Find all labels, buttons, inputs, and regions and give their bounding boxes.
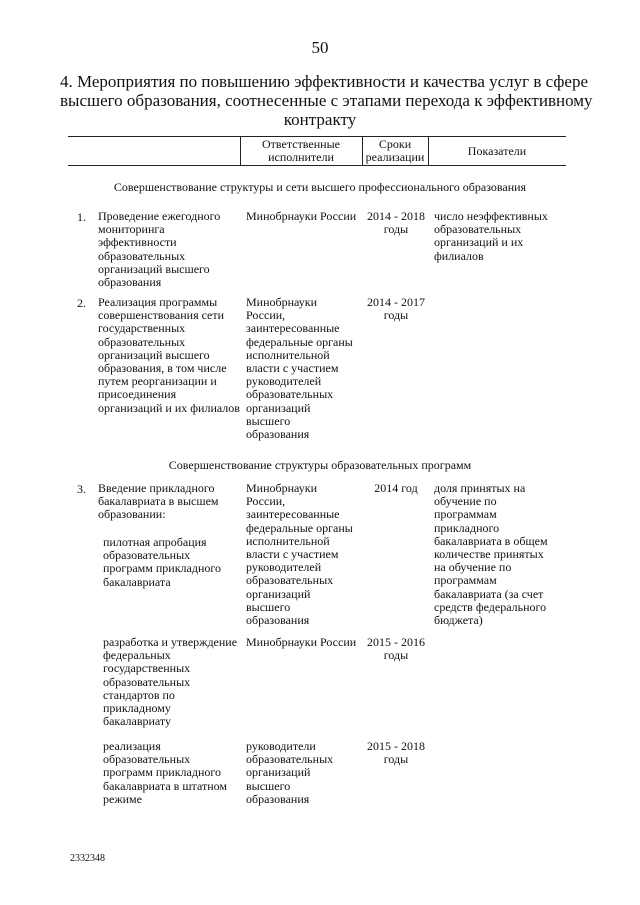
cell-line: Минобрнауки России [246, 635, 357, 649]
cell-line: образовательных [98, 248, 186, 263]
cell-line: высшего [246, 778, 291, 793]
cell-line: образовательных [434, 222, 522, 237]
col-divider [428, 136, 429, 165]
cell-line: федеральных [103, 648, 171, 663]
cell-line: образования [98, 275, 162, 290]
cell-line: программ прикладного [103, 561, 221, 576]
row-terms [358, 296, 434, 322]
cell-line: России, [246, 308, 286, 323]
section-title [60, 72, 593, 129]
cell-line: бюджета) [434, 613, 483, 628]
cell-line: годы [383, 752, 409, 767]
cell-line: 2014 - 2018 [367, 209, 425, 223]
row-number: 1. [77, 210, 86, 224]
title-line: высшего образования, соотнесенные с этапами перехода к эффективному [60, 91, 593, 110]
header-text: исполнители [268, 150, 334, 164]
cell-line: руководителей [246, 374, 322, 389]
cell-line: исполнительной [246, 533, 330, 548]
cell-line: заинтересованные [246, 507, 340, 522]
row-responsible [246, 740, 333, 806]
cell-line: образовании: [98, 507, 166, 522]
row-event-subitem [103, 740, 227, 806]
cell-line: организаций высшего [98, 261, 210, 276]
cell-line: бакалавриата (за счет [434, 586, 544, 601]
cell-line: образовательных [246, 752, 334, 767]
cell-line: число неэффективных [434, 209, 548, 223]
cell-line: эффективности [98, 235, 177, 250]
section-heading: Совершенствование структуры образовательных программ [168, 458, 472, 472]
row-event-subitem [103, 636, 237, 728]
row-number: 3. [77, 482, 86, 496]
row-number: 2. [77, 296, 86, 310]
cell-line: образовательных [98, 334, 186, 349]
header-responsible [242, 138, 360, 164]
header-terms [364, 138, 426, 164]
cell-line: организаций [246, 765, 311, 780]
cell-line: образования, в том числе [98, 361, 227, 376]
cell-line: заинтересованные [246, 321, 340, 336]
col-divider [240, 136, 241, 165]
cell-line: разработка и утверждение [103, 635, 238, 649]
cell-line: бакалавриата в высшем [98, 494, 219, 509]
cell-line: образовательных [103, 548, 191, 563]
cell-line: режиме [103, 791, 142, 806]
cell-line: 2014 год [374, 481, 418, 495]
title-line: контракту [283, 110, 357, 129]
row-responsible [246, 482, 353, 627]
cell-line: организаций [246, 400, 311, 415]
row-indicators [434, 210, 548, 263]
cell-line: образовательных [103, 752, 191, 767]
cell-line: путем реорганизации и [98, 374, 217, 389]
cell-line: Минобрнауки [246, 481, 318, 495]
row-responsible [246, 636, 356, 649]
row-event-subitem [103, 536, 221, 589]
row-indicators [434, 482, 548, 627]
cell-line: высшего [246, 599, 291, 614]
cell-line: бакалавриата в общем [434, 533, 548, 548]
cell-line: реализация [103, 739, 161, 753]
cell-line: Минобрнауки [246, 295, 318, 309]
cell-line: организаций [246, 586, 311, 601]
header-text: Сроки [378, 137, 412, 151]
cell-line: организаций и их [434, 235, 524, 250]
cell-line: прикладного [434, 520, 500, 535]
cell-line: присоединения [98, 387, 177, 402]
cell-line: программам [434, 573, 497, 588]
row-event [98, 482, 219, 522]
cell-line: средств федерального [434, 599, 547, 614]
row-terms [358, 636, 434, 662]
cell-line: филиалов [434, 248, 484, 263]
cell-line: стандартов по [103, 687, 175, 702]
cell-line: Реализация программы [98, 295, 218, 309]
cell-line: руководителей [246, 560, 322, 575]
header-indicators: Показатели [467, 144, 527, 158]
cell-line: власти с участием [246, 547, 339, 562]
cell-line: количестве принятых [434, 547, 544, 562]
cell-line: образования [246, 613, 310, 628]
page-number: 50 [311, 38, 329, 57]
cell-line: образования [246, 791, 310, 806]
cell-line: годы [383, 222, 409, 237]
cell-line: Минобрнауки России [246, 209, 357, 223]
row-responsible [246, 210, 356, 223]
cell-line: программам [434, 507, 497, 522]
row-responsible [246, 296, 353, 441]
header-text: Ответственные [262, 137, 340, 151]
cell-line: государственных [103, 661, 191, 676]
cell-line: власти с участием [246, 361, 339, 376]
cell-line: прикладному [103, 701, 171, 716]
cell-line: Проведение ежегодного [98, 209, 221, 223]
cell-line: организаций и их филиалов [98, 400, 240, 415]
cell-line: мониторинга [98, 222, 165, 237]
cell-line: образовательных [246, 573, 334, 588]
cell-line: годы [383, 648, 409, 663]
cell-line: федеральные органы [246, 520, 353, 535]
cell-line: обучение по [434, 494, 497, 509]
row-event [98, 296, 240, 415]
row-terms [358, 210, 434, 236]
cell-line: федеральные органы [246, 334, 353, 349]
row-terms [358, 482, 434, 495]
cell-line: бакалавриата [103, 574, 171, 589]
table-header-rule [68, 165, 566, 166]
header-text: реализации [365, 150, 425, 164]
cell-line: совершенствования сети [98, 308, 225, 323]
cell-line: доля принятых на [434, 481, 526, 495]
row-event [98, 210, 220, 289]
col-divider [362, 136, 363, 165]
title-line: 4. Мероприятия по повышению эффективности и качества услуг в сфере [60, 72, 589, 91]
cell-line: 2015 - 2018 [367, 739, 425, 753]
cell-line: бакалавриату [103, 714, 172, 729]
cell-line: годы [383, 308, 409, 323]
cell-line: образовательных [246, 387, 334, 402]
cell-line: исполнительной [246, 347, 330, 362]
cell-line: России, [246, 494, 286, 509]
cell-line: Введение прикладного [98, 481, 215, 495]
document-code: 2332348 [70, 853, 105, 864]
cell-line: на обучение по [434, 560, 512, 575]
cell-line: организаций высшего [98, 347, 210, 362]
cell-line: государственных [98, 321, 186, 336]
cell-line: 2014 - 2017 [367, 295, 425, 309]
cell-line: пилотная апробация [103, 535, 207, 549]
cell-line: 2015 - 2016 [367, 635, 425, 649]
cell-line: руководители [246, 739, 316, 753]
cell-line: бакалавриата в штатном [103, 778, 227, 793]
cell-line: программ прикладного [103, 765, 221, 780]
cell-line: высшего [246, 413, 291, 428]
cell-line: образования [246, 427, 310, 442]
section-heading: Совершенствование структуры и сети высшего профессионального образования [113, 180, 527, 194]
cell-line: образовательных [103, 674, 191, 689]
row-terms [358, 740, 434, 766]
